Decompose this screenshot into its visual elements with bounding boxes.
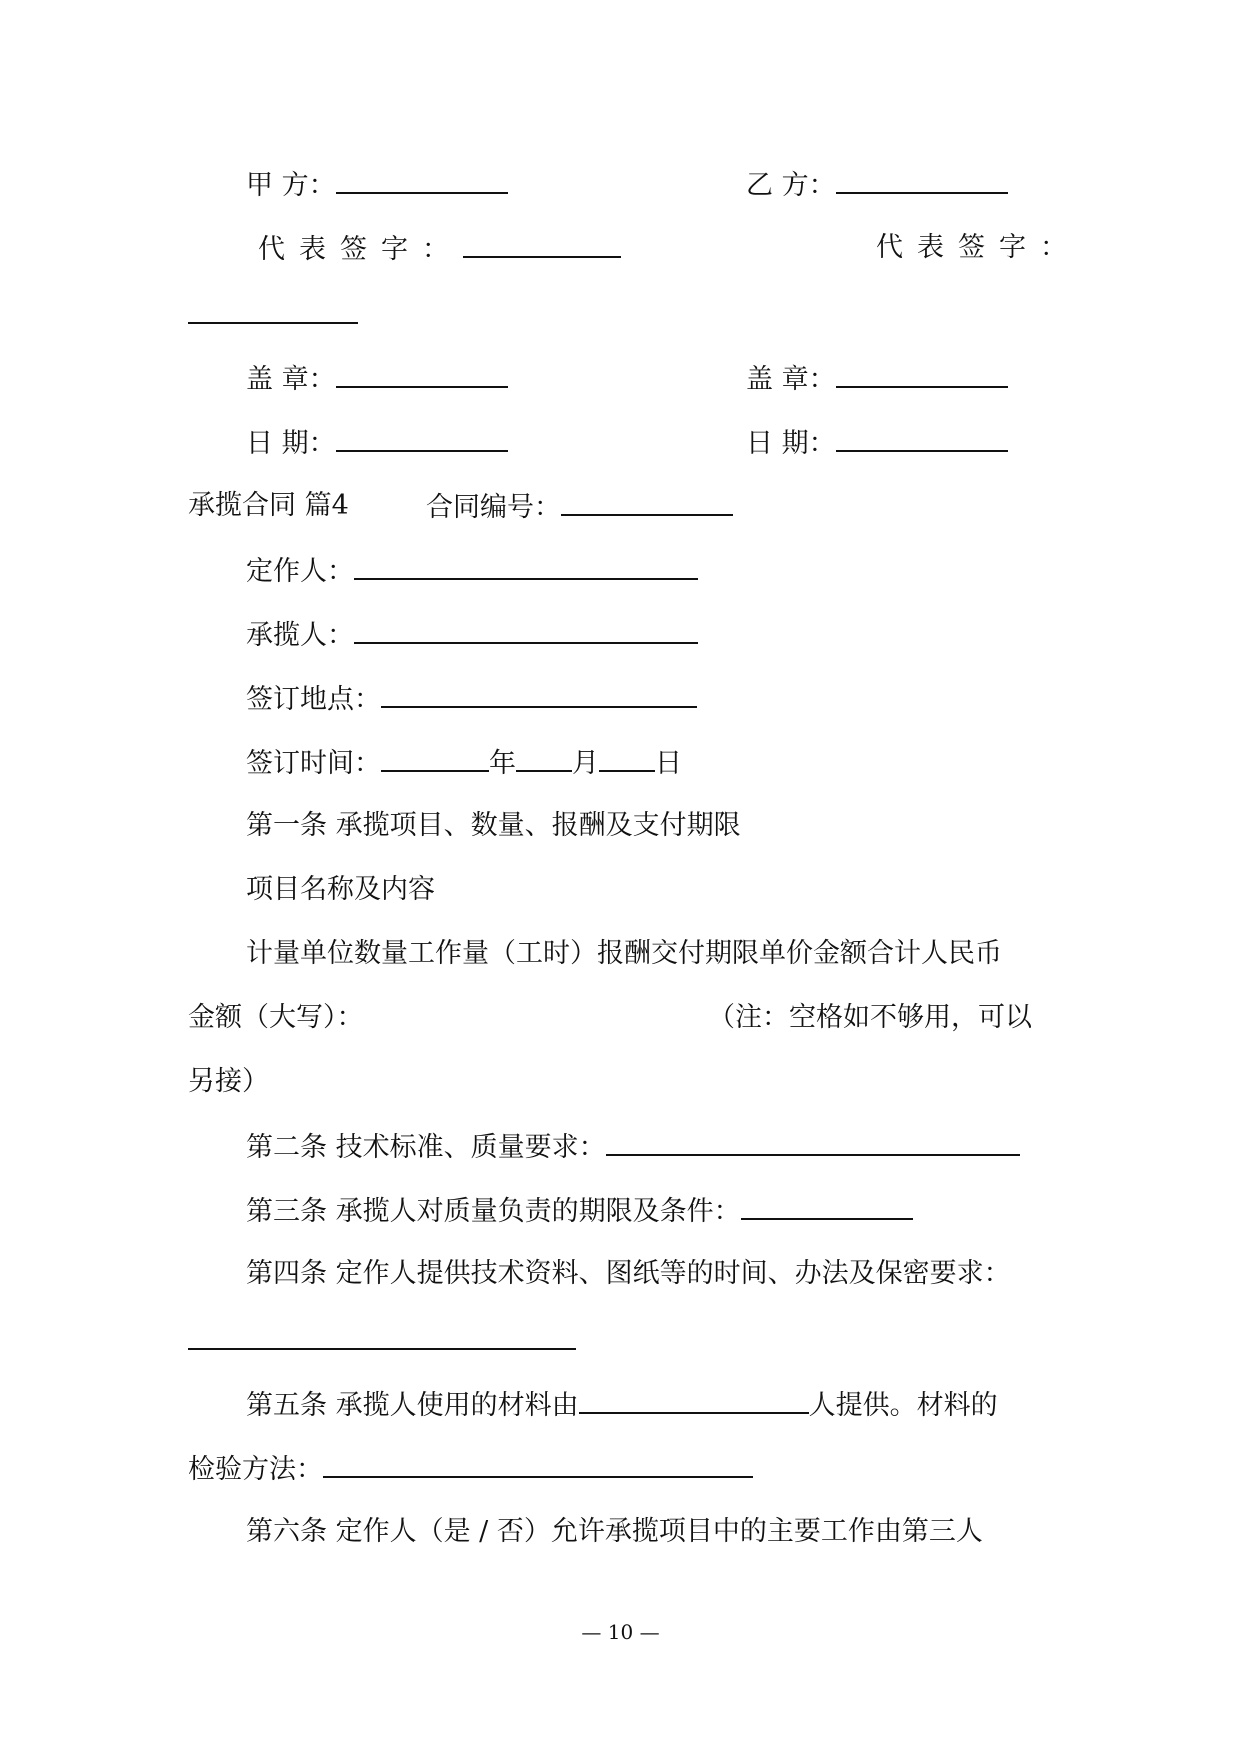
sign-place-blank xyxy=(381,680,697,708)
article-1-item: 项目名称及内容 xyxy=(246,874,435,905)
article-5-text-post: 人提供。材料的 xyxy=(808,1390,998,1421)
orderer-blank xyxy=(354,552,698,580)
rep-sign-b-line xyxy=(876,230,1081,266)
rep-sign-b-label: 代表签字： xyxy=(876,232,1081,263)
date-b-blank xyxy=(836,424,1008,452)
article-2-text: 第二条 技术标准、质量要求： xyxy=(246,1132,606,1163)
contract-number-label: 合同编号： xyxy=(426,492,561,523)
article-6-text: 第六条 定作人（是 / 否）允许承揽项目中的主要工作由第三人 xyxy=(246,1516,983,1547)
party-a-line xyxy=(246,166,508,204)
contractor-label: 承揽人： xyxy=(246,620,354,651)
sign-place-label: 签订地点： xyxy=(246,684,381,715)
article-1-note-line xyxy=(708,1000,1032,1036)
article-1-note: （注：空格如不够用，可以 xyxy=(708,1002,1032,1033)
article-3-line xyxy=(246,1192,913,1230)
contract-title: 承揽合同 篇4 xyxy=(188,490,349,521)
article-1-cols-line xyxy=(246,936,1002,972)
seal-b-label: 盖 章： xyxy=(746,364,836,395)
article-1-note-continued: 另接） xyxy=(188,1066,269,1097)
month-label: 月 xyxy=(572,748,599,779)
sign-place-line xyxy=(246,680,697,718)
article-4-line xyxy=(246,1256,1011,1292)
party-b-label: 乙 方： xyxy=(746,170,836,201)
day-label: 日 xyxy=(655,748,682,779)
rep-sign-a-label: 代表签字： xyxy=(258,234,463,265)
seal-b-blank xyxy=(836,360,1008,388)
article-5-method-line xyxy=(188,1450,753,1488)
day-blank xyxy=(599,744,655,772)
article-1-note2-line xyxy=(188,1064,269,1100)
party-b-blank xyxy=(836,166,1008,194)
seal-a-label: 盖 章： xyxy=(246,364,336,395)
article-5-line xyxy=(246,1386,998,1424)
article-5-method-blank xyxy=(323,1450,753,1478)
month-blank xyxy=(516,744,572,772)
contract-title-line xyxy=(188,488,349,524)
article-1-heading: 第一条 承揽项目、数量、报酬及支付期限 xyxy=(246,810,741,841)
page-number: — 10 — xyxy=(581,1620,660,1644)
contractor-blank xyxy=(354,616,698,644)
date-b-line xyxy=(746,424,1008,462)
article-4-text: 第四条 定作人提供技术资料、图纸等的时间、办法及保密要求： xyxy=(246,1258,1011,1289)
article-1-line xyxy=(246,808,741,844)
article-1-amount: 金额（大写）： xyxy=(188,1002,364,1033)
year-label: 年 xyxy=(489,748,516,779)
article-1-columns: 计量单位数量工作量（工时）报酬交付期限单价金额合计人民币 xyxy=(246,938,1002,969)
contract-number-blank xyxy=(561,488,733,516)
article-3-text: 第三条 承揽人对质量负责的期限及条件： xyxy=(246,1196,741,1227)
party-a-label: 甲 方： xyxy=(246,170,336,201)
party-a-blank xyxy=(336,166,508,194)
article-1-item-line xyxy=(246,872,435,908)
contract-number-line xyxy=(426,488,733,526)
contractor-line xyxy=(246,616,698,654)
seal-a-blank xyxy=(336,360,508,388)
rep-sign-b-blank xyxy=(188,296,358,324)
sign-time-line xyxy=(246,744,682,782)
article-4-blank-line xyxy=(188,1322,576,1360)
article-1-amount-line xyxy=(188,1000,364,1036)
date-a-label: 日 期： xyxy=(246,428,336,459)
date-a-line xyxy=(246,424,508,462)
date-a-blank xyxy=(336,424,508,452)
rep-sign-a-line xyxy=(258,230,621,268)
sign-time-label: 签订时间： xyxy=(246,748,381,779)
article-4-blank xyxy=(188,1322,576,1350)
orderer-line xyxy=(246,552,698,590)
party-b-line xyxy=(746,166,1008,204)
orderer-label: 定作人： xyxy=(246,556,354,587)
article-2-blank xyxy=(606,1128,1020,1156)
article-3-blank xyxy=(741,1192,913,1220)
article-5-blank xyxy=(579,1386,809,1414)
rep-sign-a-blank xyxy=(463,230,621,258)
seal-b-line xyxy=(746,360,1008,398)
article-6-line xyxy=(246,1514,983,1550)
date-b-label: 日 期： xyxy=(746,428,836,459)
seal-a-line xyxy=(246,360,508,398)
article-2-line xyxy=(246,1128,1020,1166)
rep-sign-b-blank-line xyxy=(188,296,358,334)
article-5-text-pre: 第五条 承揽人使用的材料由 xyxy=(246,1390,579,1421)
year-blank xyxy=(381,744,489,772)
article-5-method-label: 检验方法： xyxy=(188,1454,323,1485)
